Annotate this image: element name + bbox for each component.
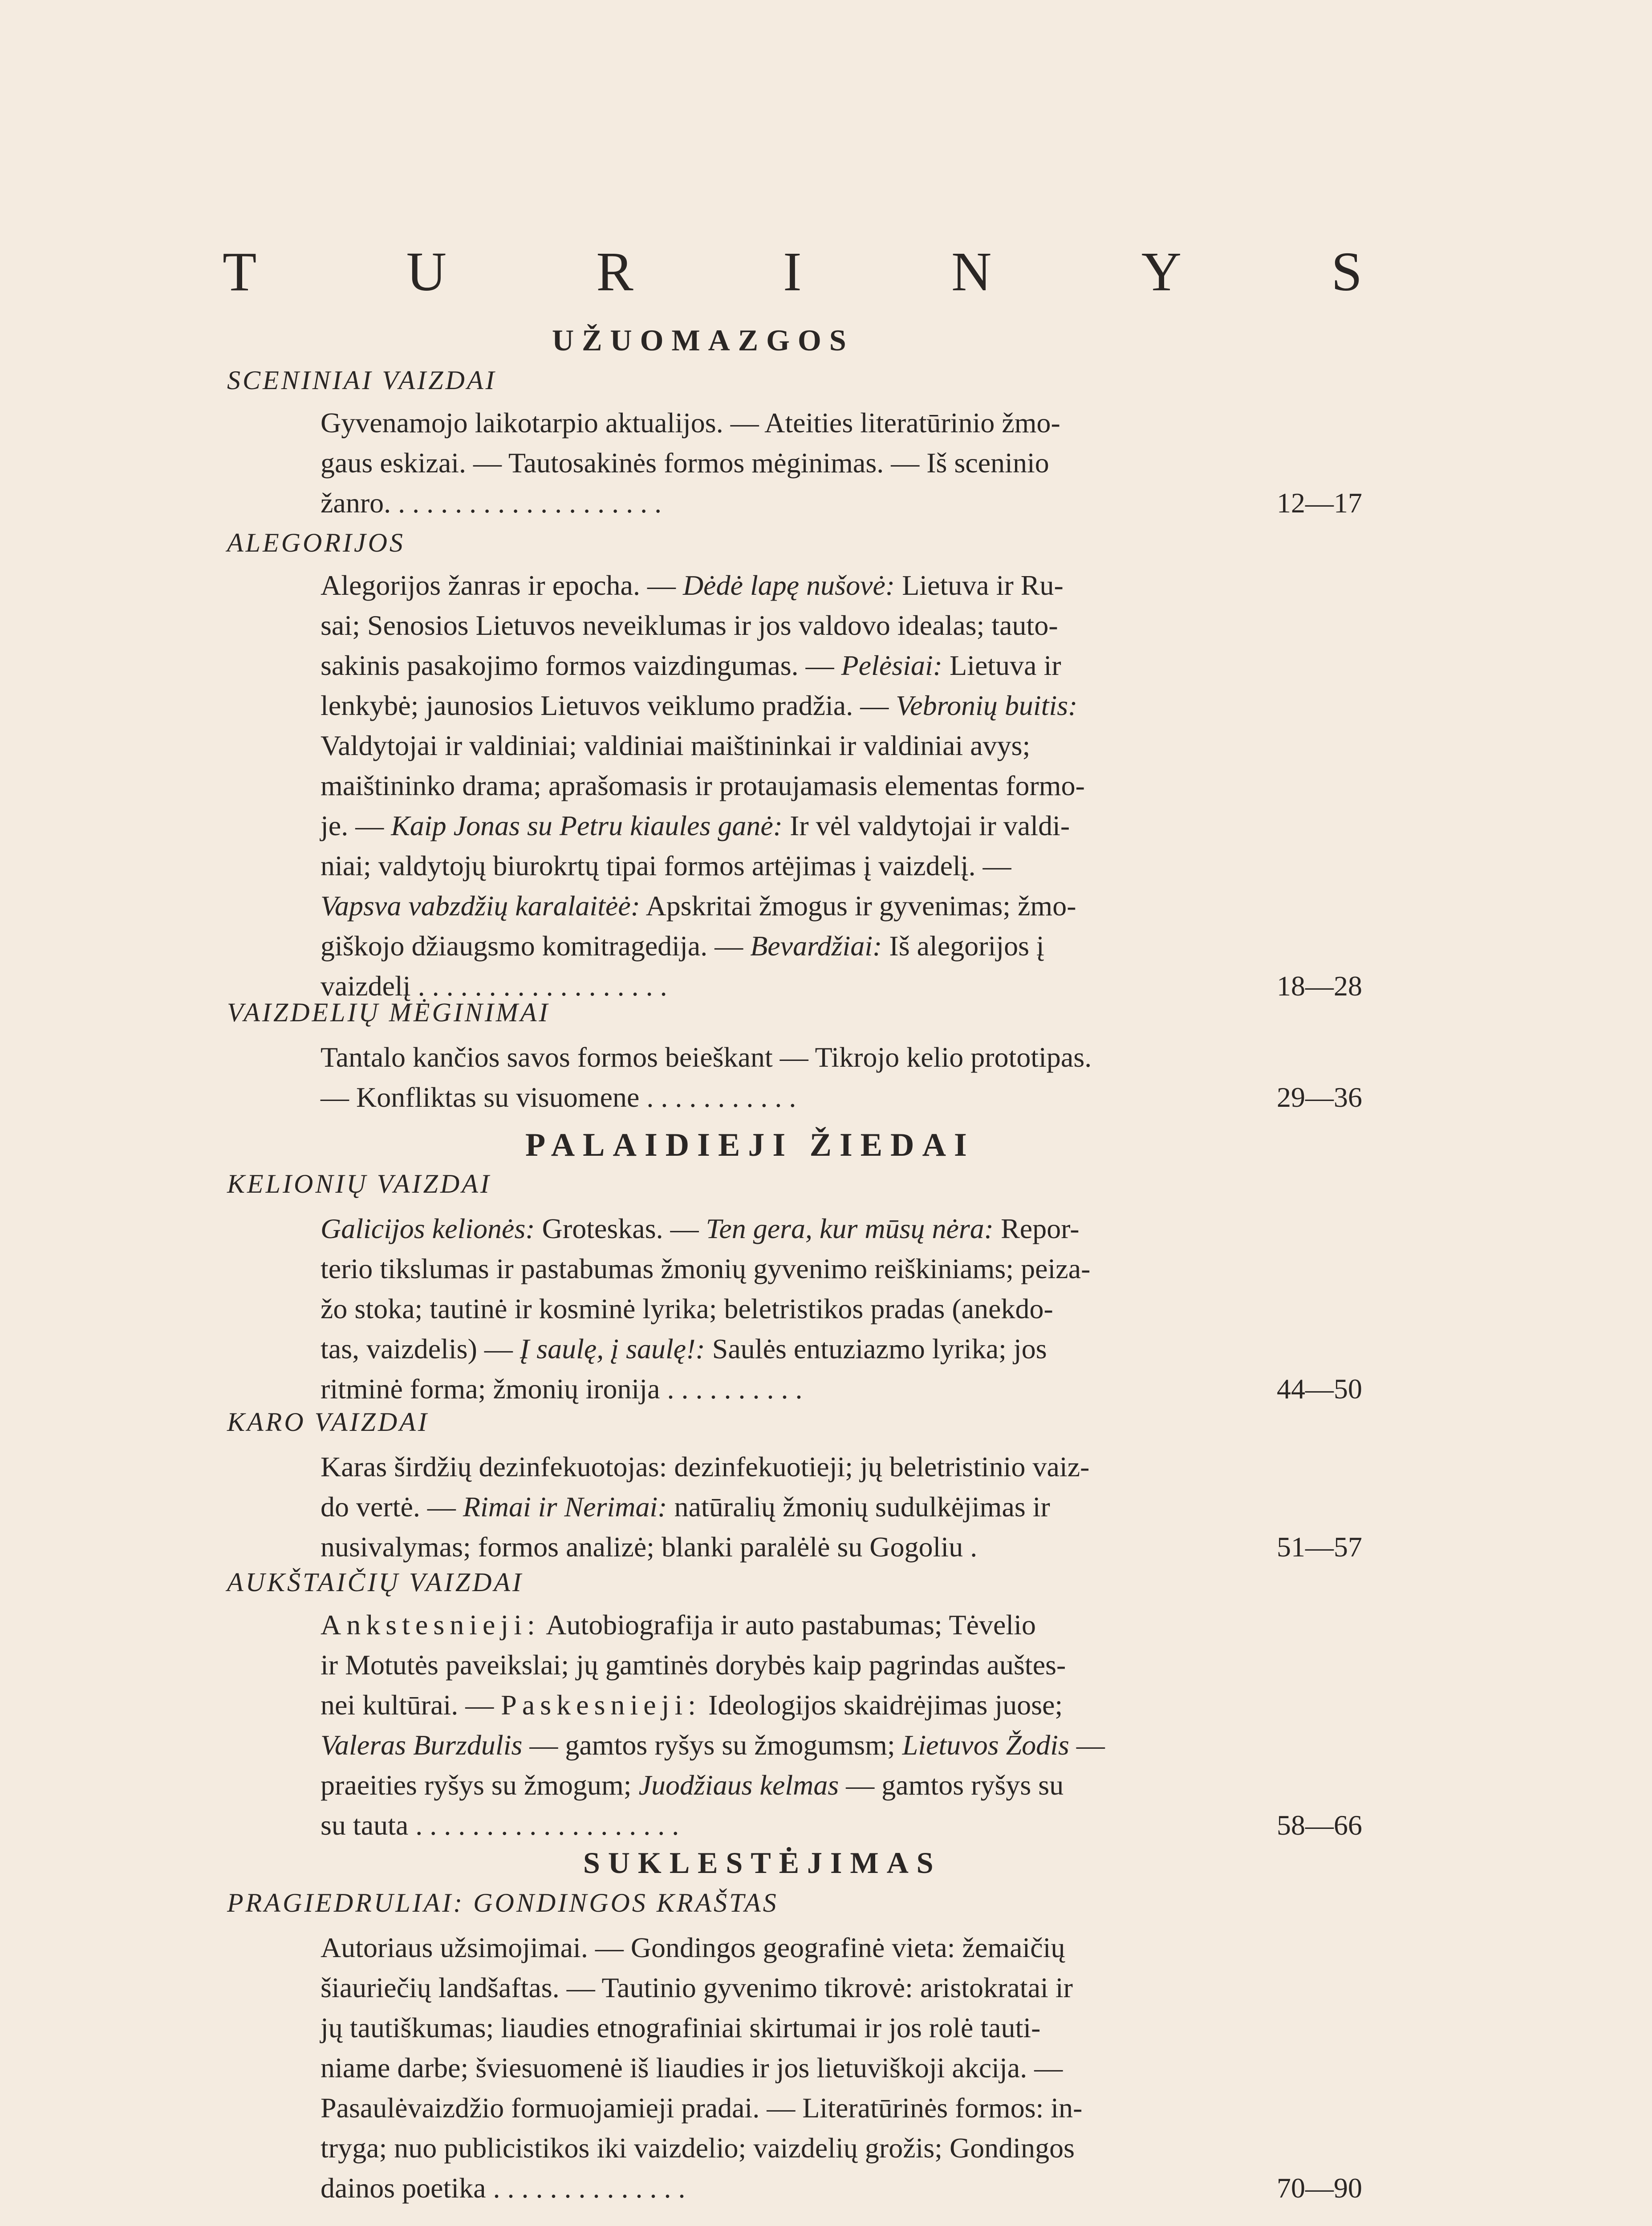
toc-entry bbox=[321, 565, 1362, 1006]
entry-text: Autobiografija ir auto pastabumas; Tėvelio bbox=[540, 1609, 1036, 1641]
subsection-heading: KELIONIŲ VAIZDAI bbox=[227, 1169, 491, 1198]
toc-entry bbox=[321, 1209, 1362, 1409]
entry-line: terio tikslumas ir pastabumas žmonių gyvenimo reiškiniams; peiza- bbox=[321, 1253, 1091, 1284]
entry-line bbox=[321, 646, 1362, 686]
title-letter: U bbox=[406, 241, 447, 303]
work-title: Lietuvos Žodis bbox=[902, 1729, 1069, 1761]
entry-line: žo stoka; tautinė ir kosminė lyrika; beletristikos pradas (anekdo- bbox=[321, 1293, 1053, 1324]
entry-text: — Konfliktas su visuomene . . . . . . . . . . . bbox=[321, 1081, 796, 1113]
title-letter: N bbox=[951, 241, 992, 303]
entry-text: Ideologijos skaidrėjimas juose; bbox=[701, 1689, 1063, 1721]
section-heading: SUKLESTĖJIMAS bbox=[583, 1846, 942, 1880]
title-letter: S bbox=[1331, 241, 1362, 303]
entry-text: — gamtos ryšys su žmogumsm; bbox=[522, 1729, 902, 1761]
entry-line: ir Motutės paveikslai; jų gamtinės dorybės kaip pagrindas auštes- bbox=[321, 1649, 1066, 1681]
entry-line: Karas širdžių dezinfekuotojas: dezinfekuotieji; jų beletristinio vaiz- bbox=[321, 1451, 1090, 1483]
page-range: 51—57 bbox=[1277, 1531, 1362, 1563]
entry-line bbox=[321, 806, 1362, 846]
entry-label: Ankstesnieji: bbox=[321, 1609, 540, 1641]
entry-line bbox=[321, 1369, 1362, 1409]
entry-text: do vertė. — bbox=[321, 1491, 463, 1523]
work-title: Kaip Jonas su Petru kiaules ganė: bbox=[391, 810, 783, 841]
entry-text: Lietuva ir bbox=[942, 650, 1061, 681]
entry-line: sai; Senosios Lietuvos neveiklumas ir jos valdovo idealas; tauto- bbox=[321, 609, 1058, 641]
entry-text: Groteskas. — bbox=[535, 1213, 706, 1244]
page-range: 18—28 bbox=[1277, 970, 1362, 1002]
entry-text: Repor- bbox=[994, 1213, 1080, 1244]
subsection-heading: KARO VAIZDAI bbox=[227, 1407, 429, 1437]
entry-text: Lietuva ir Ru- bbox=[895, 569, 1063, 601]
entry-line bbox=[321, 1725, 1362, 1765]
section-heading: UŽUOMAZGOS bbox=[552, 323, 854, 357]
subsection-heading: SCENINIAI VAIZDAI bbox=[227, 366, 497, 395]
entry-text: — bbox=[1069, 1729, 1105, 1761]
entry-text: nusivalymas; formos analizė; blanki paralėlė su Gogoliu . bbox=[321, 1531, 978, 1563]
entry-line bbox=[321, 886, 1362, 926]
work-title: Pelėsiai: bbox=[841, 650, 943, 681]
entry-line bbox=[321, 1685, 1362, 1725]
subsection-heading: VAIZDELIŲ MĖGINIMAI bbox=[227, 998, 550, 1027]
entry-line bbox=[321, 565, 1362, 605]
work-title: Ten gera, kur mūsų nėra: bbox=[706, 1213, 994, 1244]
entry-text: Iš alegorijos į bbox=[882, 930, 1044, 962]
section-heading: PALAIDIEJI ŽIEDAI bbox=[525, 1127, 975, 1163]
entry-line bbox=[321, 483, 1362, 523]
subsection-heading: ALEGORIJOS bbox=[227, 528, 405, 557]
entry-line bbox=[321, 1765, 1362, 1805]
toc-entry bbox=[321, 1928, 1362, 2208]
work-title: Valeras Burzdulis bbox=[321, 1729, 523, 1761]
entry-text: Saulės entuziazmo lyrika; jos bbox=[705, 1333, 1047, 1365]
toc-entry bbox=[321, 1037, 1362, 1117]
entry-line bbox=[321, 1805, 1362, 1845]
entry-text: natūralių žmonių sudulkėjimas ir bbox=[667, 1491, 1050, 1523]
work-title: Juodžiaus kelmas bbox=[638, 1769, 839, 1801]
entry-line bbox=[321, 1329, 1362, 1369]
entry-line bbox=[321, 2168, 1362, 2208]
entry-text: je. — bbox=[321, 810, 391, 841]
entry-line: Gyvenamojo laikotarpio aktualijos. — Ateities literatūrinio žmo- bbox=[321, 407, 1060, 439]
entry-text: nei kultūrai. — bbox=[321, 1689, 501, 1721]
page-range: 44—50 bbox=[1277, 1373, 1362, 1405]
work-title: Rimai ir Nerimai: bbox=[463, 1491, 667, 1523]
toc-entry bbox=[321, 403, 1362, 523]
entry-line bbox=[321, 926, 1362, 966]
entry-line bbox=[321, 1605, 1362, 1645]
page-range: 29—36 bbox=[1277, 1081, 1362, 1113]
entry-text: su tauta . . . . . . . . . . . . . . . . . . . bbox=[321, 1809, 679, 1841]
subsection-heading: PRAGIEDRULIAI: GONDINGOS KRAŠTAS bbox=[227, 1888, 779, 1917]
work-title: Į saulę, į saulę!: bbox=[520, 1333, 705, 1365]
entry-line: Valdytojai ir valdiniai; valdiniai maištininkai ir valdiniai avys; bbox=[321, 730, 1031, 761]
title-letter: I bbox=[783, 241, 802, 303]
work-title: Vebronių buitis: bbox=[896, 690, 1078, 721]
entry-line: niai; valdytojų biurokrtų tipai formos artėjimas į vaizdelį. — bbox=[321, 850, 1011, 881]
entry-text: žanro. . . . . . . . . . . . . . . . . . . . bbox=[321, 487, 662, 519]
entry-text: Ir vėl valdytojai ir valdi- bbox=[783, 810, 1070, 841]
entry-line: šiauriečių landšaftas. — Tautinio gyvenimo tikrovė: aristokratai ir bbox=[321, 1972, 1073, 2003]
entry-text: — gamtos ryšys su bbox=[839, 1769, 1064, 1801]
entry-line bbox=[321, 1487, 1362, 1527]
page-range: 12—17 bbox=[1277, 487, 1362, 519]
entry-text: lenkybė; jaunosios Lietuvos veiklumo pradžia. — bbox=[321, 690, 896, 721]
page-title bbox=[223, 240, 1362, 304]
entry-label: Paskesnieji: bbox=[501, 1689, 701, 1721]
work-title: Bevardžiai: bbox=[750, 930, 882, 962]
entry-text: dainos poetika . . . . . . . . . . . . . . bbox=[321, 2172, 686, 2204]
entry-line: niame darbe; šviesuomenė iš liaudies ir jos lietuviškoji akcija. — bbox=[321, 2052, 1063, 2084]
entry-text: praeities ryšys su žmogum; bbox=[321, 1769, 639, 1801]
entry-text: Alegorijos žanras ir epocha. — bbox=[321, 569, 683, 601]
entry-text: Apskritai žmogus ir gyvenimas; žmo- bbox=[640, 890, 1076, 922]
entry-text: sakinis pasakojimo formos vaizdingumas. — bbox=[321, 650, 841, 681]
entry-text: giškojo džiaugsmo komitragedija. — bbox=[321, 930, 751, 962]
entry-line: maištininko drama; aprašomasis ir protaujamasis elementas formo- bbox=[321, 770, 1085, 801]
entry-line: jų tautiškumas; liaudies etnografiniai skirtumai ir jos rolė tauti- bbox=[321, 2012, 1041, 2043]
title-letter: Y bbox=[1141, 241, 1182, 303]
entry-line: Autoriaus užsimojimai. — Gondingos geografinė vieta: žemaičių bbox=[321, 1932, 1065, 1963]
entry-text: tas, vaizdelis) — bbox=[321, 1333, 520, 1365]
title-letter: R bbox=[596, 241, 633, 303]
work-title: Galicijos kelionės: bbox=[321, 1213, 535, 1244]
entry-line: gaus eskizai. — Tautosakinės formos mėginimas. — Iš sceninio bbox=[321, 447, 1049, 479]
entry-line bbox=[321, 1527, 1362, 1567]
page-range: 70—90 bbox=[1277, 2172, 1362, 2204]
work-title: Vapsva vabzdžių karalaitėė: bbox=[321, 890, 641, 922]
entry-line: Pasaulėvaizdžio formuojamieji pradai. — Literatūrinės formos: in- bbox=[321, 2092, 1083, 2124]
entry-text: ritminė forma; žmonių ironija . . . . . . . . . . bbox=[321, 1373, 803, 1405]
toc-entry bbox=[321, 1605, 1362, 1845]
title-letter: T bbox=[223, 241, 257, 303]
entry-text: vaizdelį . . . . . . . . . . . . . . . . . . bbox=[321, 970, 667, 1002]
entry-line bbox=[321, 686, 1362, 726]
toc-entry bbox=[321, 1447, 1362, 1567]
subsection-heading: AUKŠTAIČIŲ VAIZDAI bbox=[227, 1568, 524, 1597]
entry-line bbox=[321, 1077, 1362, 1117]
entry-line: Tantalo kančios savos formos beieškant — Tikrojo kelio prototipas. bbox=[321, 1041, 1092, 1073]
entry-line bbox=[321, 1209, 1362, 1249]
entry-line: tryga; nuo publicistikos iki vaizdelio; vaizdelių grožis; Gondingos bbox=[321, 2132, 1075, 2164]
page-range: 58—66 bbox=[1277, 1809, 1362, 1841]
work-title: Dėdė lapę nušovė: bbox=[682, 569, 895, 601]
